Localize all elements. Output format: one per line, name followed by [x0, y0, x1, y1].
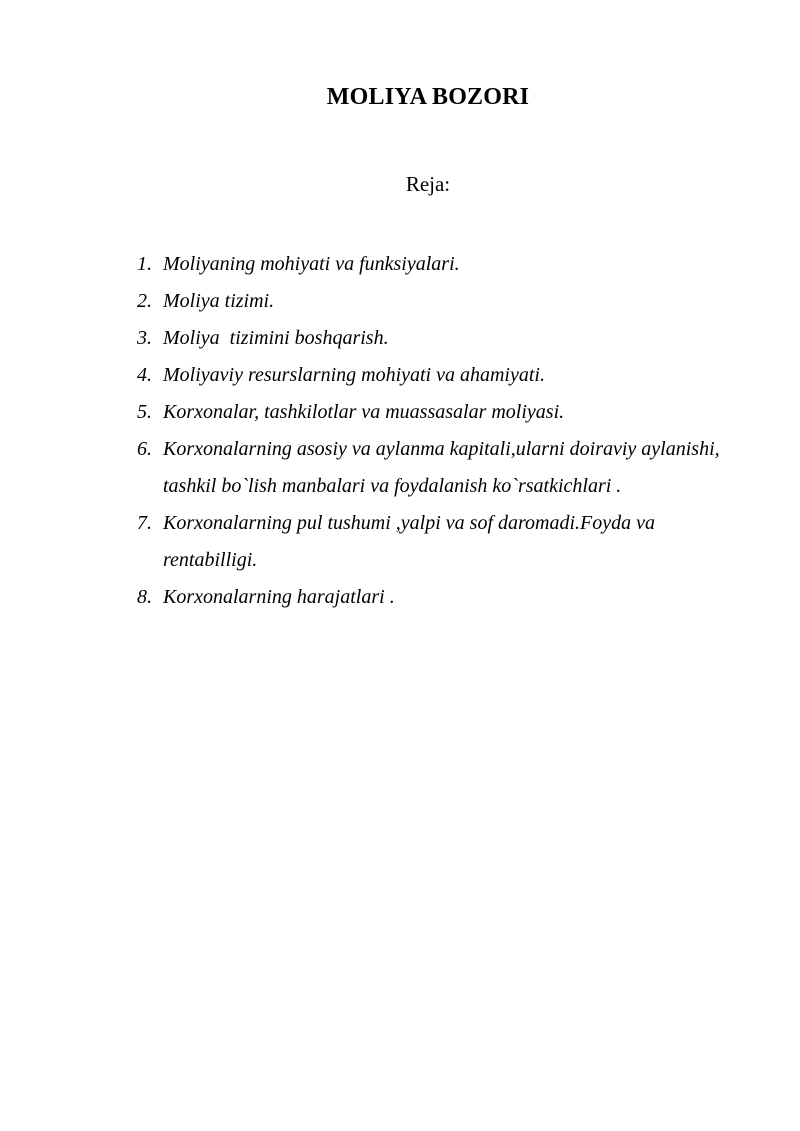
plan-item-text: Moliyaviy resurslarning mohiyati va ahamiyati. — [163, 364, 545, 386]
plan-item-text: Korxonalarning asosiy va aylanma kapitali,ularni doiraviy aylanishi, tashkil bo`lish manbalari va foydalanish ko`rsatkichlari . — [163, 438, 720, 497]
plan-item-2 — [137, 283, 747, 320]
plan-item-4 — [137, 357, 747, 394]
plan-item-3 — [137, 320, 747, 357]
plan-item-number: 7. — [137, 512, 152, 534]
plan-item-number: 3. — [137, 327, 152, 349]
plan-item-5 — [137, 394, 747, 431]
plan-item-number: 6. — [137, 438, 152, 460]
plan-heading: Reja: — [405, 172, 451, 196]
plan-item-number: 5. — [137, 401, 152, 423]
plan-item-6 — [137, 431, 747, 505]
plan-list — [137, 246, 747, 616]
plan-item-number: 8. — [137, 586, 152, 608]
document-title: MOLIYA BOZORI — [326, 84, 530, 110]
plan-item-8 — [137, 579, 747, 616]
plan-item-number: 4. — [137, 364, 152, 386]
plan-item-1 — [137, 246, 747, 283]
plan-item-text: Korxonalar, tashkilotlar va muassasalar moliyasi. — [163, 401, 565, 423]
plan-item-text: Moliyaning mohiyati va funksiyalari. — [163, 253, 460, 275]
plan-item-text: Korxonalarning harajatlari . — [163, 586, 395, 608]
plan-item-text: Moliya tizimini boshqarish. — [163, 327, 389, 349]
plan-item-number: 1. — [137, 253, 152, 275]
plan-item-7 — [137, 505, 747, 579]
plan-item-number: 2. — [137, 290, 152, 312]
plan-item-text: Moliya tizimi. — [163, 290, 275, 312]
plan-item-text: Korxonalarning pul tushumi ,yalpi va sof daromadi.Foyda va rentabilligi. — [163, 512, 656, 571]
